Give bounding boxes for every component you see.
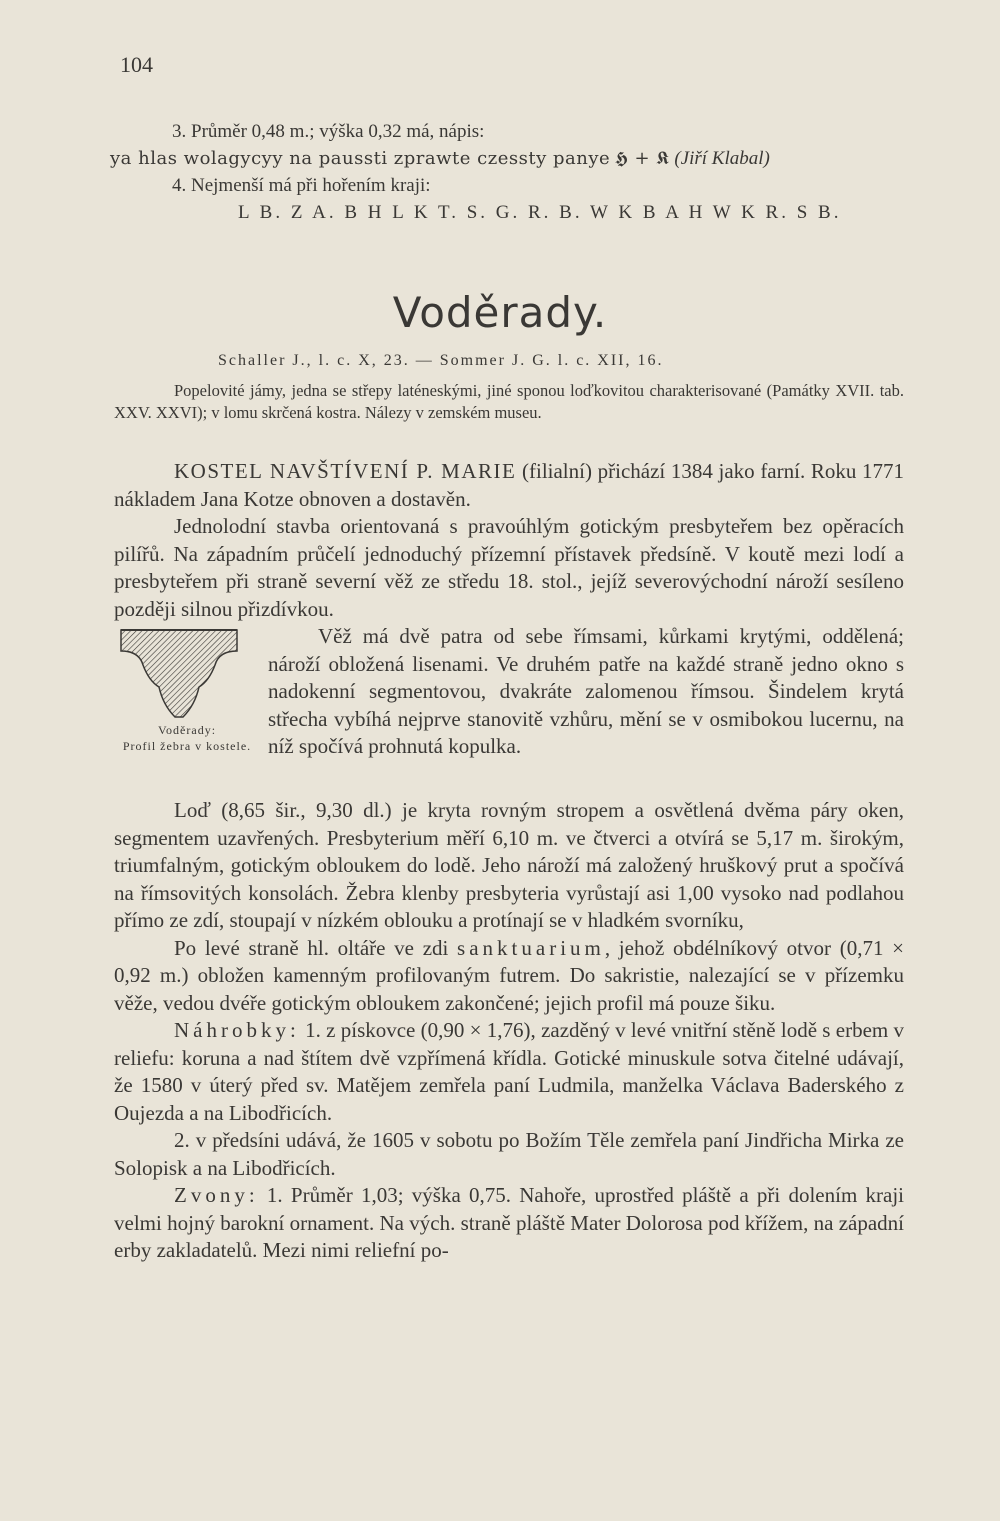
church-heading: KOSTEL NAVŠTÍVENÍ P. MARIE (174, 459, 517, 483)
intro-paragraph: Popelovité jámy, jedna se střepy laténeskými, jiné sponou loďkovitou charakterisované (Památky XVII. tab. XXV. XXVI); v lomu skrčená kostra. Nálezy v zemském museu. (114, 381, 904, 422)
paragraph-3: Věž má dvě patra od sebe římsami, kůrkami krytými, oddělená; nároží obložená lisenami. Ve druhém patře na každé straně jedno okno s nadokenní segmentovou, dvakráte zalomenou římsou. Šindelem krytá střecha vybíhá nejprve stanovitě vzhůru, mění se v osmibokou lucernu, na níž spočívá prohnutá kopulka. (268, 624, 904, 758)
figure-caption-place: Voděrady: (157, 723, 217, 737)
paragraph-kostel (114, 458, 904, 513)
intro-small-print (114, 380, 904, 424)
paragraph-5-a: Po levé straně hl. oltáře ve zdi (174, 935, 458, 960)
zvony-heading: Zvony: (174, 1183, 259, 1207)
figure-caption-text: Profil žebra v kostele. (122, 739, 252, 753)
bells-list-continued (110, 118, 910, 226)
paragraph-8 (114, 1182, 904, 1265)
paragraph-5-c: , jehož obdélníkový otvor (0,71 × 0,92 m.) obložen kamenným profilovaným futrem. Do sakristie, nalezající se v přízemku věže, vedou dvéře gotickým obloukem zakončené; jejich profil má pouze šiku. (114, 935, 904, 1015)
paragraph-6-rest: 1. z pískovce (0,90 × 1,76), zazděný v levé vnitřní stěně lodě s erbem v reliefu: koruna a nad štítem dvě vzpřímená křídla. Gotické minuskule sotva čitelné udávají, že 1580 v úterý před sv. Matějem zemřela paní Ludmila, manželka Václava Baderského z Oujezda a na Libodřicích. (114, 1018, 904, 1125)
gothic-inscription: ya hlas wolagycyy na paussti zprawte czessty panye (110, 148, 611, 169)
section-title: Voděrady. (392, 288, 608, 337)
bell-item-3: 3. Průměr 0,48 m.; výška 0,32 má, nápis: (172, 121, 485, 142)
nahrobky-heading: Náhrobky: (174, 1018, 300, 1042)
rib-profile-figure (114, 625, 260, 797)
bellfounder-signature: (Jiří Klabal) (674, 148, 770, 169)
figure-caption (114, 722, 260, 754)
rib-profile-drawing (119, 625, 239, 720)
paragraph-6 (114, 1017, 904, 1127)
inscription-marks: 𝕳 + 𝕶 (614, 148, 670, 169)
bell-item-4: 4. Nejmenší má při hořením kraji: (172, 175, 431, 196)
church-heading-rest: (filialní) přichází 1384 jako farní. Roku 1771 nákladem Jana Kotze obnoven a dostavěn. (114, 459, 904, 511)
paragraph-8-rest: 1. Průměr 1,03; výška 0,75. Nahoře, uprostřed pláště a při dolením kraji velmi hojný barokní ornament. Na vých. straně pláště Mater Dolorosa pod křížem, na západní erby zakladatelů. Mezi nimi reliefní po- (114, 1183, 904, 1262)
sanktuarium-term: sanktuarium (457, 935, 605, 960)
main-text (114, 458, 904, 1265)
references: Schaller J., l. c. X, 23. — Sommer J. G. l. c. XII, 16. (218, 352, 664, 369)
bell-inscription (110, 145, 910, 172)
paragraph-4: Loď (8,65 šir., 9,30 dl.) je kryta rovným stropem a osvětlená dvěma páry oken, segmentem uzavřených. Presbyterium měří 6,10 m. ve čtverci a otvírá se 5,17 m. širokým, triumfalným, gotickým obloukem do lodě. Jeho nároží má založený hruškový prut a spočívá na římsovitých konsolách. Žebra klenby presbyteria vyrůstají asi 1,00 vysoko nad podlahou přímo ze zdí, stoupají v nízkém oblouku a protínají se v hladkém svorníku, (114, 798, 904, 932)
page-number: 104 (120, 52, 153, 77)
paragraph-7: 2. v předsíni udává, že 1605 v sobotu po Božím Těle zemřela paní Jindřicha Mirka ze Solopisk a na Libodřicích. (114, 1128, 904, 1180)
paragraph-5 (114, 935, 904, 1018)
bell-item-4-letters: L B. Z A. B H L K T. S. G. R. B. W K B A H W K R. S B. (238, 202, 842, 223)
paragraph-2: Jednolodní stavba orientovaná s pravoúhlým gotickým presbyteřem bez opěracích pilířů. Na západním průčelí jednoduchý přízemní přístavek předsíně. V koutě mezi lodí a presbyteřem při straně severní věž ze středu 18. stol., jejíž severovýchodní nároží sesíleno později silnou přizdívkou. (114, 514, 904, 621)
